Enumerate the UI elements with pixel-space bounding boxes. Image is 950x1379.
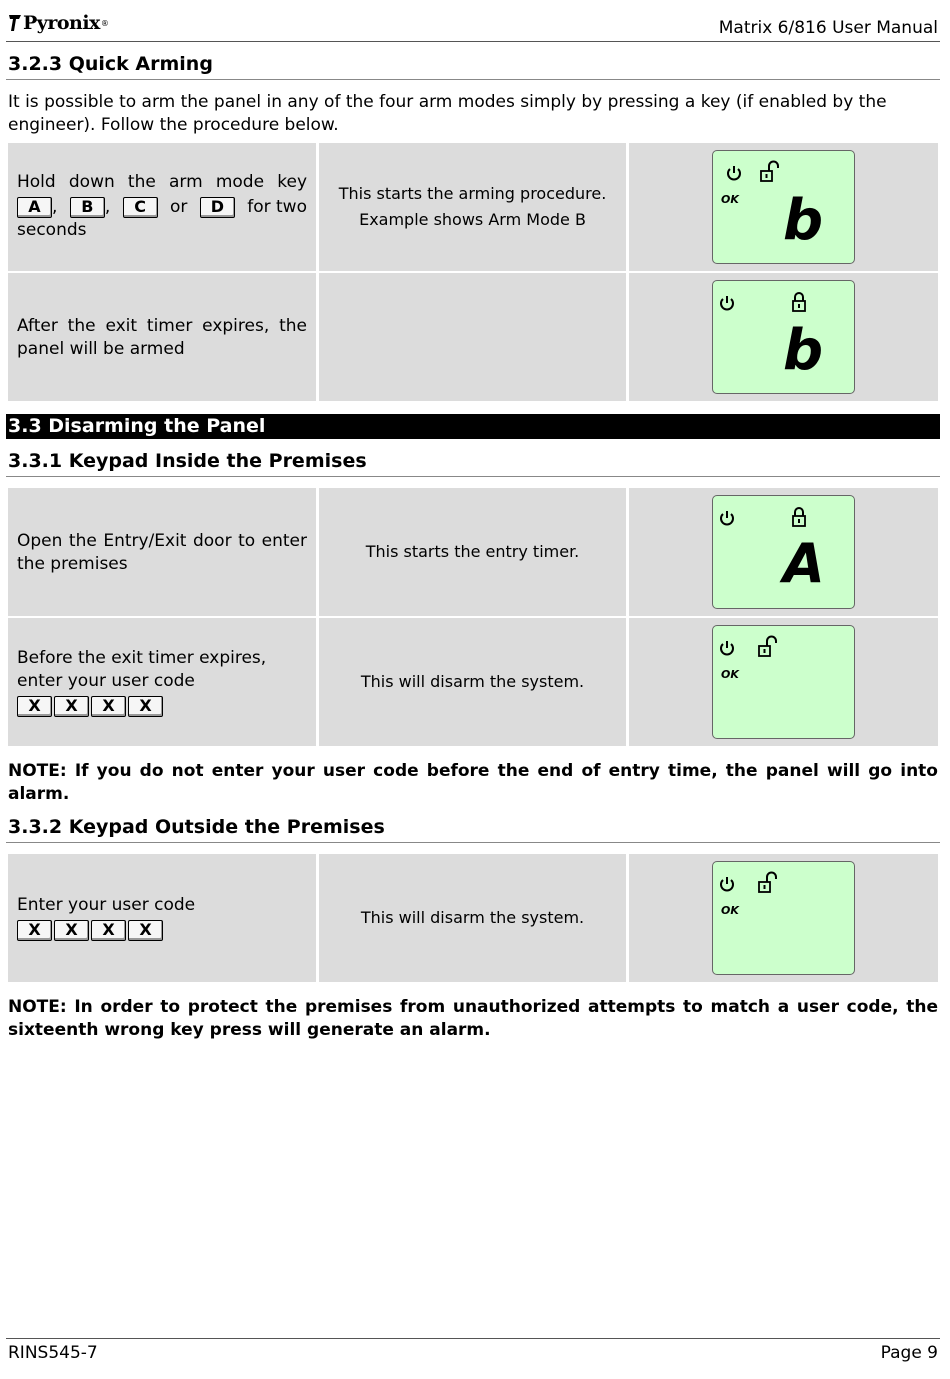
- user-code-keys: [17, 920, 307, 941]
- code-key: X: [128, 920, 163, 941]
- instruction-line: enter your user code: [17, 671, 195, 691]
- brand-name: Pyronix: [23, 12, 100, 34]
- step-description: This will disarm the system.: [360, 908, 585, 927]
- for-two-text: for two: [247, 197, 307, 217]
- power-icon: [721, 296, 733, 309]
- step-instruction: [17, 894, 307, 941]
- lcd-character: A: [783, 532, 825, 595]
- power-icon: [721, 877, 733, 890]
- unlocked-padlock-icon: [761, 162, 778, 182]
- power-icon: [721, 511, 733, 524]
- code-key: X: [91, 920, 126, 941]
- code-key: X: [54, 696, 89, 717]
- divider: [6, 79, 940, 80]
- code-key: X: [17, 920, 52, 941]
- code-key: X: [54, 920, 89, 941]
- step-instruction-cell: [8, 854, 316, 982]
- step-description-cell: [319, 854, 626, 982]
- ok-indicator: OK: [721, 904, 739, 917]
- quick-arming-intro: It is possible to arm the panel in any of the four arm modes simply by pressing a key (if enabled by the engineer). Follow the procedure below.: [8, 92, 887, 135]
- locked-padlock-icon: [793, 293, 805, 311]
- procedure-row: [8, 854, 938, 982]
- procedure-row: [8, 618, 938, 746]
- step-instruction: After the exit timer expires, the panel will be armed: [17, 316, 307, 359]
- page-header: [6, 8, 940, 42]
- step-description-cell: [319, 273, 626, 401]
- step-description: Example shows Arm Mode B: [359, 210, 586, 229]
- step-description-cell: [319, 488, 626, 616]
- divider: [6, 476, 940, 477]
- note-entry-time: NOTE: If you do not enter your user code before the end of entry time, the panel will go into alarm.: [8, 761, 938, 804]
- logo-mark-icon: [8, 13, 22, 33]
- ok-indicator: OK: [721, 668, 739, 681]
- code-key: X: [17, 696, 52, 717]
- lcd-cell: [629, 854, 938, 982]
- ok-indicator: OK: [721, 193, 739, 206]
- instruction-line: seconds: [17, 220, 87, 240]
- section-heading-outside: 3.3.2 Keypad Outside the Premises: [8, 816, 385, 838]
- code-key: X: [91, 696, 126, 717]
- step-description: This will disarm the system.: [360, 672, 585, 691]
- section-heading-disarming: 3.3 Disarming the Panel: [6, 414, 940, 439]
- step-instruction-cell: [8, 273, 316, 401]
- manual-title: Matrix 6/816 User Manual: [718, 18, 938, 38]
- or-text: or: [170, 197, 188, 217]
- pyronix-logo: Pyronix ®: [8, 10, 109, 36]
- lcd-cell: [629, 273, 938, 401]
- step-instruction: [17, 171, 307, 242]
- lcd-display: [712, 495, 855, 609]
- instruction-line: Enter your user code: [17, 895, 196, 915]
- key-b: B: [70, 197, 105, 218]
- procedure-row: [8, 273, 938, 401]
- key-d: D: [200, 197, 235, 218]
- step-instruction-cell: [8, 143, 316, 271]
- step-description: This starts the entry timer.: [365, 542, 580, 561]
- section-heading-inside: 3.3.1 Keypad Inside the Premises: [8, 450, 367, 472]
- instruction-line: Before the exit timer expires,: [17, 648, 267, 668]
- step-instruction-cell: [8, 618, 316, 746]
- document-reference: RINS545-7: [8, 1343, 98, 1363]
- key-c: C: [123, 197, 158, 218]
- step-instruction: Open the Entry/Exit door to enter the premises: [17, 531, 307, 574]
- procedure-row: [8, 488, 938, 616]
- lcd-cell: [629, 618, 938, 746]
- section-heading-quick-arming: 3.2.3 Quick Arming: [8, 53, 213, 75]
- locked-padlock-icon: [793, 508, 805, 526]
- lcd-display: [712, 861, 855, 975]
- key-a: A: [17, 197, 52, 218]
- code-key: X: [128, 696, 163, 717]
- arm-mode-keys-line: A , B , C or D for two: [17, 196, 307, 219]
- user-code-keys: [17, 696, 307, 717]
- power-icon: [721, 641, 733, 654]
- divider: [6, 842, 940, 843]
- page-number: Page 9: [880, 1343, 938, 1363]
- lcd-character: b: [783, 188, 824, 253]
- lcd-character: b: [783, 318, 824, 383]
- footer-divider: [6, 1338, 940, 1339]
- procedure-row: [8, 143, 938, 271]
- step-instruction-cell: [8, 488, 316, 616]
- power-icon: [728, 166, 740, 179]
- lcd-cell: [629, 488, 938, 616]
- note-wrong-key: NOTE: In order to protect the premises from unauthorized attempts to match a user code, the sixteenth wrong key press will generate an alarm.: [8, 997, 938, 1040]
- lcd-display: [712, 280, 855, 394]
- unlocked-padlock-icon: [759, 873, 776, 893]
- step-description: This starts the arming procedure.: [338, 184, 607, 203]
- lcd-display: [712, 150, 855, 264]
- instruction-line: Hold down the arm mode key: [17, 172, 307, 192]
- step-description-cell: [319, 143, 626, 271]
- step-description-cell: [319, 618, 626, 746]
- lcd-cell: [629, 143, 938, 271]
- unlocked-padlock-icon: [759, 637, 776, 657]
- lcd-display: [712, 625, 855, 739]
- step-instruction: [17, 647, 307, 717]
